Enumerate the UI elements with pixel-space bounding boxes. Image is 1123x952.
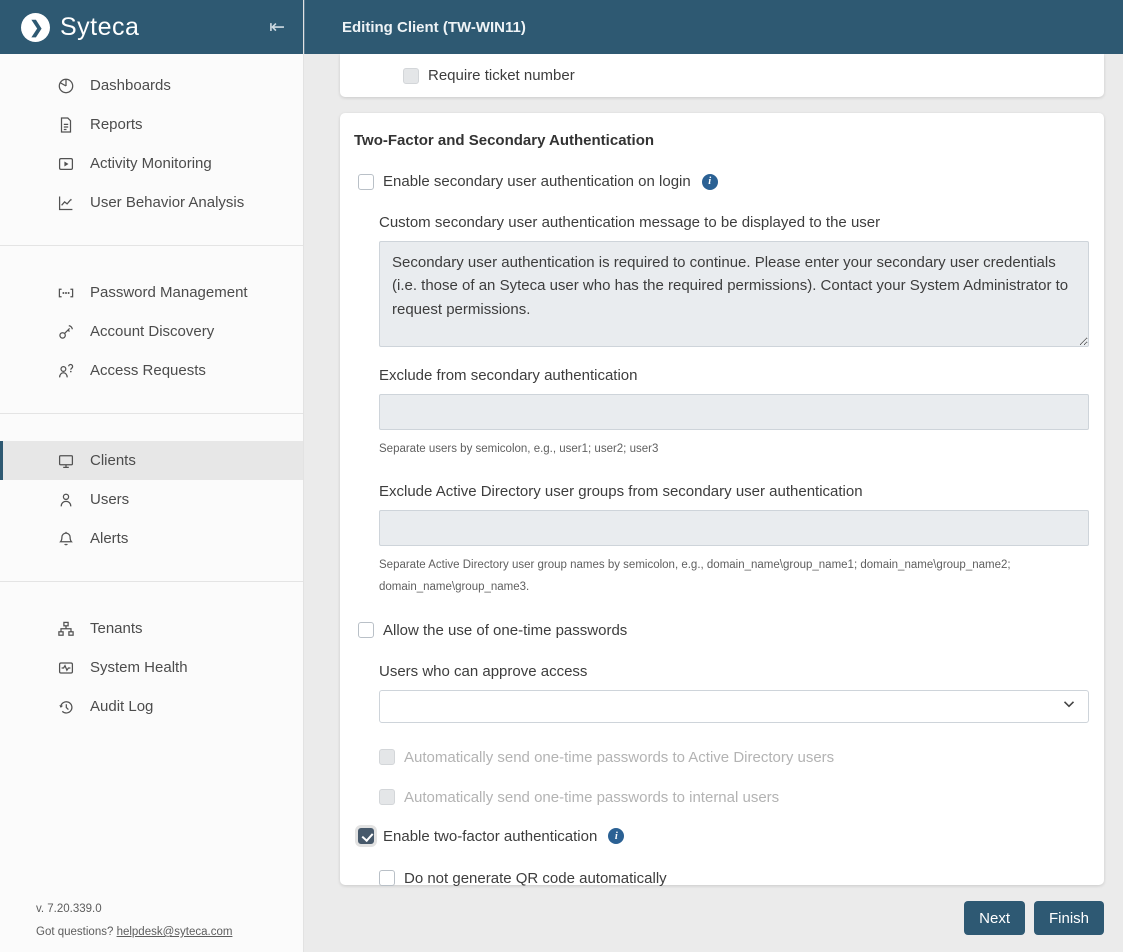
enable-secondary-auth-checkbox[interactable]: [358, 174, 374, 190]
sidebar-header: [0, 0, 303, 54]
sidebar-item-audit-log[interactable]: Audit Log: [0, 687, 303, 726]
heartbeat-icon: [57, 659, 75, 677]
approvers-select[interactable]: [379, 690, 1089, 723]
section-title: Two-Factor and Secondary Authentication: [354, 132, 655, 149]
page-title: Editing Client (TW-WIN11): [342, 18, 526, 36]
pie-chart-icon: [57, 77, 75, 95]
brand-name: Syteca: [60, 12, 140, 41]
report-icon: [57, 116, 75, 134]
helpdesk-link[interactable]: helpdesk@syteca.com: [116, 926, 233, 938]
enable-2fa-checkbox[interactable]: [358, 828, 374, 844]
key-discovery-icon: [57, 323, 75, 341]
syteca-logo-icon: ❯: [21, 13, 50, 42]
custom-message-textarea: [379, 241, 1089, 347]
hierarchy-icon: [57, 620, 75, 638]
two-factor-info-icon[interactable]: i: [608, 828, 624, 844]
approvers-label: Users who can approve access: [379, 662, 588, 680]
nav-group-pam: [0, 245, 303, 413]
sidebar-footer: [0, 903, 303, 952]
sidebar-nav: [0, 54, 303, 903]
sidebar-item-password-management[interactable]: Password Management: [0, 273, 303, 312]
footer-help: Got questions? helpdesk@syteca.com: [36, 926, 233, 938]
sidebar-item-access-requests[interactable]: Access Requests: [0, 351, 303, 390]
exclude-users-label: Exclude from secondary authentication: [379, 367, 638, 384]
auto-send-internal-checkbox: [379, 789, 395, 805]
finish-button[interactable]: Finish: [1034, 901, 1104, 935]
sidebar-item-system-health[interactable]: System Health: [0, 648, 303, 687]
exclude-groups-label: Exclude Active Directory user groups from secondary user authentication: [379, 482, 863, 500]
custom-message-label: Custom secondary user authentication message to be displayed to the user: [379, 214, 881, 231]
enable-2fa-checkbox-row[interactable]: Enable two-factor authentication i: [358, 828, 1089, 845]
sidebar-item-activity-monitoring[interactable]: Activity Monitoring: [0, 144, 303, 183]
ticket-card: [340, 54, 1104, 97]
sidebar-item-account-discovery[interactable]: Account Discovery: [0, 312, 303, 351]
person-question-icon: [57, 362, 75, 380]
nav-group-system: [0, 581, 303, 749]
require-ticket-checkbox-row[interactable]: [403, 67, 575, 84]
password-brackets-icon: [57, 284, 75, 302]
secondary-auth-info-icon[interactable]: i: [702, 174, 718, 190]
allow-otp-checkbox[interactable]: [358, 622, 374, 638]
require-ticket-checkbox[interactable]: [403, 68, 419, 84]
wizard-button-row: [340, 901, 1104, 935]
auto-send-ad-checkbox-row: Automatically send one-time passwords to Active Directory users: [379, 749, 1089, 766]
exclude-groups-help: Separate Active Directory user group names by semicolon, e.g., domain_name\group_name1; domain_name\group_name2; domain_name\group_name3.: [379, 558, 1011, 593]
monitor-icon: [57, 452, 75, 470]
play-screen-icon: [57, 155, 75, 173]
sidebar-item-user-behavior-analysis[interactable]: User Behavior Analysis: [0, 183, 303, 222]
trend-chart-icon: [57, 194, 75, 212]
main-content: [304, 54, 1123, 952]
sidebar-item-clients[interactable]: Clients: [0, 441, 303, 480]
chevron-down-icon: [1062, 697, 1076, 715]
enable-secondary-auth-checkbox-row[interactable]: Enable secondary user authentication on login i: [358, 173, 1089, 190]
allow-otp-checkbox-row[interactable]: Allow the use of one-time passwords: [358, 622, 1089, 639]
no-qr-checkbox-row[interactable]: Do not generate QR code automatically: [379, 870, 1089, 887]
auto-send-ad-checkbox: [379, 749, 395, 765]
no-qr-checkbox[interactable]: [379, 870, 395, 886]
nav-group-entities: [0, 413, 303, 581]
auto-send-internal-checkbox-row: Automatically send one-time passwords to internal users: [379, 789, 1089, 806]
exclude-users-help: Separate users by semicolon, e.g., user1; user2; user3: [379, 443, 659, 455]
sidebar-item-tenants[interactable]: Tenants: [0, 609, 303, 648]
require-ticket-label: Require ticket number: [428, 67, 575, 84]
sidebar-collapse-icon[interactable]: ⇤: [269, 16, 285, 38]
history-clock-icon: [57, 698, 75, 716]
exclude-groups-input: [379, 510, 1089, 546]
sidebar-item-dashboards[interactable]: Dashboards: [0, 66, 303, 105]
app-version: v. 7.20.339.0: [36, 903, 102, 915]
twofactor-card: [340, 113, 1104, 885]
sidebar: [0, 0, 304, 952]
sidebar-item-alerts[interactable]: Alerts: [0, 519, 303, 558]
syteca-logo[interactable]: [21, 13, 139, 42]
sidebar-item-users[interactable]: Users: [0, 480, 303, 519]
nav-group-analytics: [0, 61, 303, 245]
top-header: [304, 0, 1123, 54]
bell-icon: [57, 530, 75, 548]
exclude-users-input: [379, 394, 1089, 430]
person-icon: [57, 491, 75, 509]
sidebar-item-reports[interactable]: Reports: [0, 105, 303, 144]
next-button[interactable]: Next: [964, 901, 1025, 935]
